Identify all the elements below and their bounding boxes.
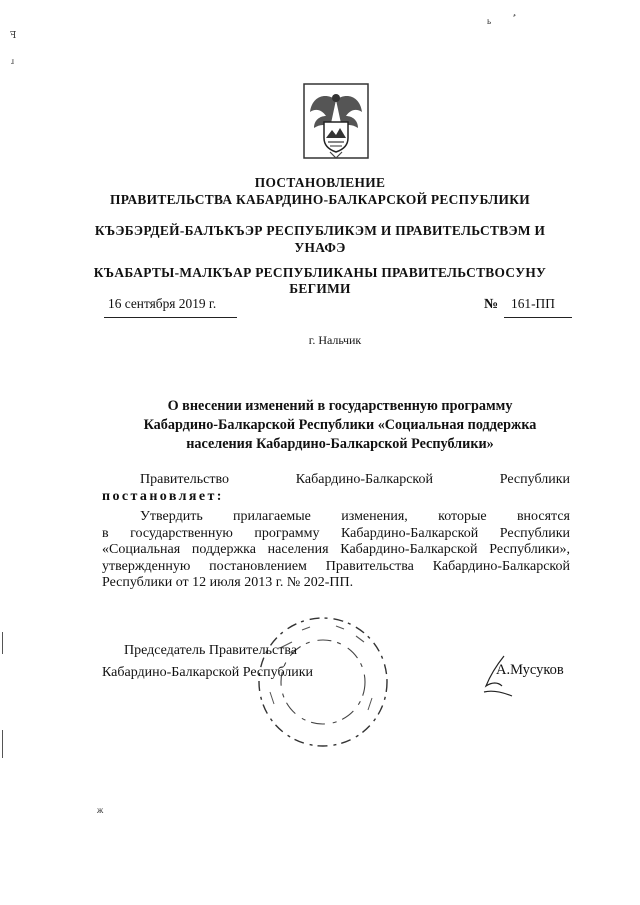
title-line: О внесении изменений в государственную программу bbox=[167, 398, 513, 414]
signature-position bbox=[102, 640, 313, 684]
scan-mark: ꟻ bbox=[10, 30, 17, 40]
body-line: Республики от 12 июля 2013 г. № 202-ПП. bbox=[102, 575, 354, 590]
date-number-row bbox=[104, 296, 572, 320]
scan-mark: ж bbox=[97, 805, 104, 815]
gov-name-krc-line1: КЪАБАРТЫ-МАЛКЪАР РЕСПУБЛИКАНЫ ПРАВИТЕЛЬСТВОСУНУ bbox=[93, 265, 547, 280]
gov-name-krc-line2: БЕГИМИ bbox=[289, 281, 351, 296]
body-line: Правительство Кабардино-Балкарской Республики bbox=[140, 472, 570, 487]
scan-edge-mark bbox=[2, 730, 3, 758]
city: г. Нальчик bbox=[308, 333, 362, 347]
number-sign: № bbox=[484, 297, 499, 312]
date-underline bbox=[104, 317, 237, 318]
body-line: в государственную программу Кабардино-Балкарской Республики bbox=[102, 525, 570, 541]
doc-type: ПОСТАНОВЛЕНИЕ bbox=[254, 175, 386, 190]
number-underline bbox=[504, 317, 572, 318]
body-line: «Социальная поддержка населения Кабардино-Балкарской Республики», bbox=[102, 542, 570, 557]
position-line: Кабардино-Балкарской Республики bbox=[102, 665, 313, 680]
gov-name-ru: ПРАВИТЕЛЬСТВА КАБАРДИНО-БАЛКАРСКОЙ РЕСПУБЛИКИ bbox=[109, 192, 530, 207]
signatory-name: А.Мусуков bbox=[496, 662, 564, 678]
coat-of-arms bbox=[302, 82, 370, 160]
position-line: Председатель Правительства bbox=[124, 643, 297, 658]
document-date: 16 сентября 2019 г. bbox=[108, 296, 217, 311]
title-line: Кабардино-Балкарской Республики «Социальная поддержка bbox=[143, 417, 537, 433]
decision-paragraph bbox=[102, 509, 570, 592]
coat-of-arms-icon bbox=[302, 82, 370, 160]
scan-mark: ɹ bbox=[11, 56, 14, 66]
gov-name-kbd-line1: КЪЭБЭРДЕЙ-БАЛЪКЪЭР РЕСПУБЛИКЭМ И ПРАВИТЕЛЬСТВЭМ И bbox=[94, 223, 546, 238]
scan-edge-mark bbox=[2, 632, 3, 654]
resolution-verb: постановляет: bbox=[102, 488, 224, 504]
body-line: утвержденную постановлением Правительства Кабардино-Балкарской bbox=[102, 558, 570, 574]
scan-mark: ь bbox=[487, 16, 492, 26]
title-line: населения Кабардино-Балкарской Республики» bbox=[186, 436, 494, 452]
document-title bbox=[80, 397, 600, 454]
resolution-paragraph bbox=[102, 472, 570, 505]
gov-name-kbd-line2: УНАФЭ bbox=[294, 240, 346, 255]
body-line: Утвердить прилагаемые изменения, которые вносятся bbox=[140, 509, 570, 524]
document-number: 161-ПП bbox=[511, 296, 555, 311]
